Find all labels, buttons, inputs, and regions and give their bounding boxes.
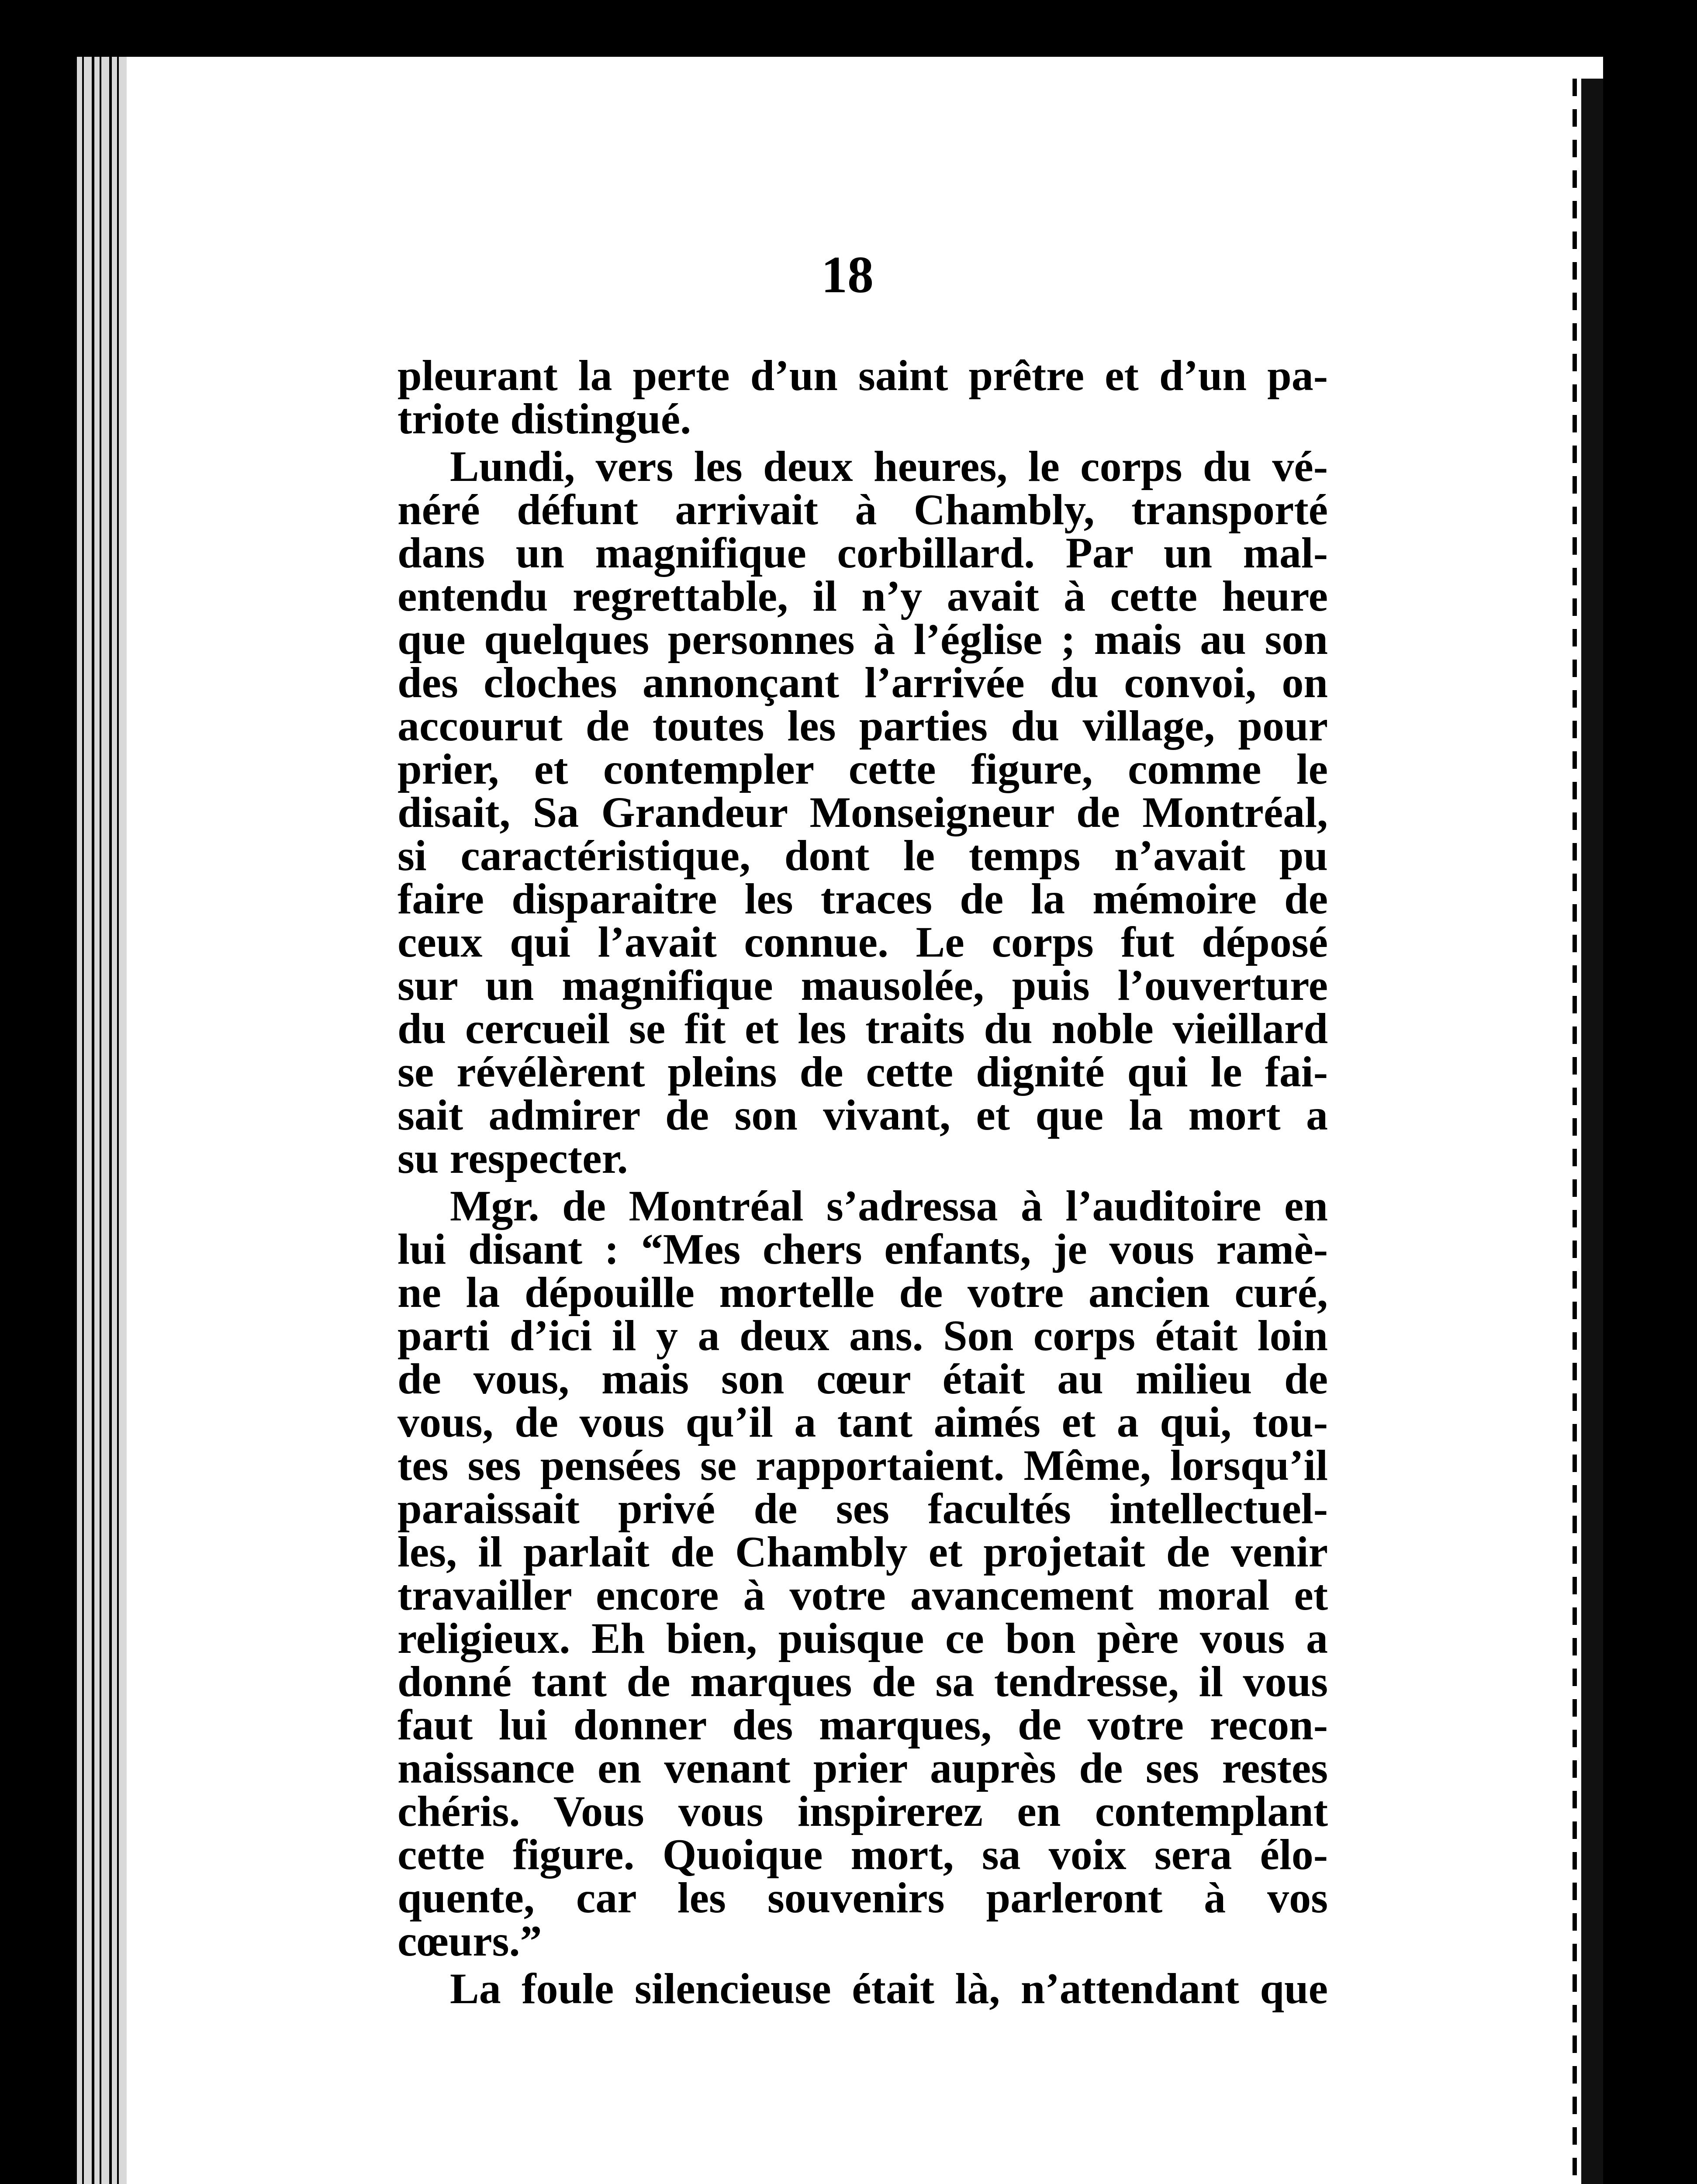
text-line: naissance en venant prier auprès de ses restes	[397, 1744, 1328, 1792]
text-line: lui disant : “Mes chers enfants, je vous ramè-	[397, 1225, 1328, 1273]
text-line: néré défunt arrivait à Chambly, transporté	[397, 485, 1328, 534]
text-line: dans un magnifique corbillard. Par un mal-	[397, 529, 1328, 577]
page-edge-texture	[1573, 79, 1577, 2184]
body-text	[397, 351, 1328, 2013]
text-line: pleurant la perte d’un saint prêtre et d’un pa-	[397, 351, 1328, 400]
book-spine-edge	[74, 57, 127, 2184]
page-number: 18	[821, 245, 874, 304]
text-line: paraissait privé de ses facultés intellectuel-	[397, 1484, 1328, 1533]
text-line: cœurs.”	[397, 1917, 542, 1965]
text-line: disait, Sa Grandeur Monseigneur de Montréal,	[397, 788, 1328, 836]
paragraph-3	[397, 1184, 1328, 1963]
text-line: prier, et contempler cette figure, comme le	[397, 745, 1328, 793]
text-line: si caractéristique, dont le temps n’avait pu	[397, 831, 1328, 880]
book-right-edge	[1581, 79, 1603, 2184]
text-line: que quelques personnes à l’église ; mais au son	[397, 615, 1328, 663]
text-line: ceux qui l’avait connue. Le corps fut déposé	[397, 918, 1328, 966]
text-line: vous, de vous qu’il a tant aimés et a qui, tou-	[397, 1398, 1328, 1446]
text-line: su respecter.	[397, 1134, 628, 1182]
paragraph-2	[397, 442, 1328, 1182]
text-line: religieux. Eh bien, puisque ce bon père vous a	[397, 1614, 1328, 1662]
text-line: Mgr. de Montréal s’adressa à l’auditoire en	[450, 1182, 1328, 1230]
text-line: cette figure. Quoique mort, sa voix sera élo-	[397, 1830, 1328, 1879]
text-line: de vous, mais son cœur était au milieu de	[397, 1355, 1328, 1403]
text-line: sait admirer de son vivant, et que la mort a	[397, 1091, 1328, 1139]
text-line: travailler encore à votre avancement moral et	[397, 1571, 1328, 1619]
text-line: du cercueil se fit et les traits du noble vieillard	[397, 1004, 1328, 1053]
text-line: parti d’ici il y a deux ans. Son corps était loin	[397, 1311, 1328, 1360]
text-line: quente, car les souvenirs parleront à vos	[397, 1873, 1328, 1922]
text-line: entendu regrettable, il n’y avait à cette heure	[397, 572, 1328, 620]
text-line: ne la dépouille mortelle de votre ancien curé,	[397, 1268, 1328, 1317]
text-line: accourut de toutes les parties du village, pour	[397, 702, 1328, 750]
text-line: les, il parlait de Chambly et projetait de venir	[397, 1527, 1328, 1576]
text-line: La foule silencieuse était là, n’attendant que	[450, 1964, 1328, 2013]
text-line: sur un magnifique mausolée, puis l’ouverture	[397, 961, 1328, 1009]
text-line: faire disparaitre les traces de la mémoire de	[397, 874, 1328, 923]
text-line: faut lui donner des marques, de votre recon-	[397, 1700, 1328, 1749]
paragraph-1	[397, 351, 1328, 443]
text-line: chéris. Vous vous inspirerez en contemplant	[397, 1787, 1328, 1835]
text-line: triote distingué.	[397, 394, 691, 443]
text-line: des cloches annonçant l’arrivée du convoi, on	[397, 658, 1328, 707]
text-line: Lundi, vers les deux heures, le corps du vé-	[450, 442, 1328, 491]
text-line: donné tant de marques de sa tendresse, il vous	[397, 1657, 1328, 1706]
text-line: se révélèrent pleins de cette dignité qui le fai-	[397, 1047, 1328, 1096]
text-line: tes ses pensées se rapportaient. Même, lorsqu’il	[397, 1441, 1328, 1489]
paragraph-4	[397, 1964, 1328, 2013]
